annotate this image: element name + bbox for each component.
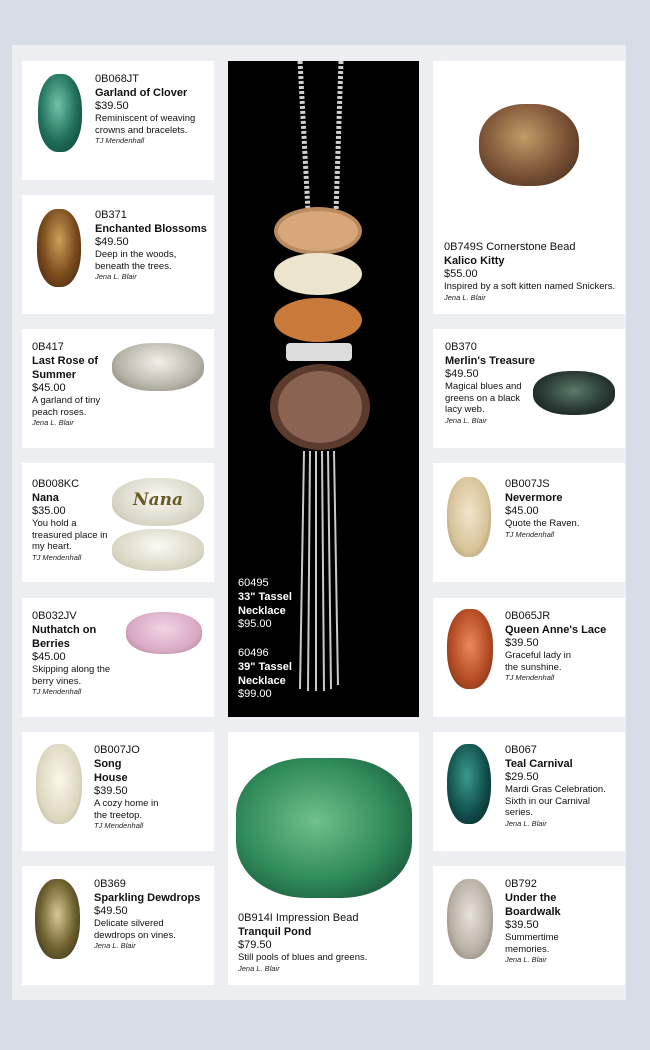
bead-image-nevermore	[447, 477, 491, 557]
product-sku: 0B007JS	[505, 478, 550, 490]
product-price: $29.50	[505, 771, 539, 783]
product-artist: TJ Mendenhall	[32, 687, 82, 696]
product-price: $49.50	[95, 236, 129, 248]
product-name: Enchanted Blossoms	[95, 223, 207, 235]
product-price: $45.00	[32, 651, 66, 663]
bead-image-nana-top	[112, 478, 204, 526]
product-description: Still pools of blues and greens.	[238, 952, 368, 963]
product-price: $39.50	[95, 100, 129, 112]
bead-image-song	[36, 744, 82, 824]
product-artist: Jena L. Blair	[238, 963, 280, 973]
bead-image-dewdrops	[35, 879, 80, 959]
product-card-blossoms[interactable]	[22, 195, 214, 314]
product-name: Queen Anne's Lace	[505, 624, 607, 636]
product-price: $55.00	[444, 268, 478, 280]
product-sku: 60496	[238, 647, 269, 659]
product-name: Garland of Clover	[95, 87, 188, 99]
product-name: Nuthatch on Berries	[32, 624, 97, 650]
product-price: $49.50	[94, 905, 128, 917]
product-artist: TJ Mendenhall	[94, 821, 144, 830]
bead-image-kalico	[479, 104, 579, 186]
product-description: Mardi Gras Celebration. Sixth in our Carnival series.	[505, 784, 606, 818]
product-artist: Jena L. Blair	[95, 272, 137, 281]
product-name: Kalico Kitty	[444, 255, 505, 267]
product-artist: TJ Mendenhall	[32, 552, 82, 562]
product-name: Merlin's Treasure	[445, 355, 536, 367]
product-sku: 0B370	[445, 341, 477, 353]
product-artist: TJ Mendenhall	[95, 136, 145, 145]
product-card-queen[interactable]	[433, 598, 625, 717]
product-card-merlin[interactable]	[433, 329, 625, 448]
product-artist: TJ Mendenhall	[505, 673, 555, 682]
product-description: Quote the Raven.	[505, 518, 580, 529]
product-description: Deep in the woods, beneath the trees.	[95, 249, 177, 272]
product-card-rose[interactable]	[22, 329, 214, 448]
product-price: $39.50	[505, 919, 539, 931]
bead-image-tranquil	[236, 758, 412, 898]
bead-image-rose	[112, 343, 204, 391]
product-price: $45.00	[505, 505, 539, 517]
product-name: Nevermore	[505, 492, 563, 504]
product-name: Song House	[94, 758, 128, 784]
product-sku: 60495	[238, 577, 269, 589]
product-name: Sparkling Dewdrops	[94, 892, 201, 904]
product-sku: 0B749S Cornerstone Bead	[444, 241, 576, 253]
product-name: 39" Tassel Necklace	[238, 661, 292, 687]
product-card-nuthatch[interactable]	[22, 598, 214, 717]
product-sku: 0B067	[505, 744, 537, 756]
product-price: $95.00	[238, 618, 272, 630]
product-artist: Jena L. Blair	[444, 292, 486, 302]
bead-image-teal	[447, 744, 491, 824]
product-card-dewdrops[interactable]	[22, 866, 214, 985]
product-artist: Jena L. Blair	[32, 418, 74, 427]
product-price: $45.00	[32, 382, 66, 394]
product-sku: 0B068JT	[95, 73, 140, 85]
product-artist: TJ Mendenhall	[505, 529, 555, 539]
product-price: $49.50	[445, 368, 479, 380]
product-price: $99.00	[238, 688, 272, 700]
bead-image-boardwalk	[447, 879, 493, 959]
product-description: Graceful lady in the sunshine.	[505, 650, 572, 673]
product-card-teal[interactable]	[433, 732, 625, 851]
bead-lettering: Nana	[133, 490, 183, 510]
product-description: You hold a treasured place in my heart.	[32, 518, 108, 552]
product-sku: 0B914I Impression Bead	[238, 912, 359, 924]
bead-image-blossoms	[37, 209, 81, 287]
product-card-boardwalk[interactable]	[433, 866, 625, 985]
product-description: A cozy home in the treetop.	[94, 798, 159, 821]
product-card-tranquil[interactable]	[228, 732, 419, 985]
product-name: Tranquil Pond	[238, 926, 312, 938]
product-description: Magical blues and greens on a black lacy web.	[445, 381, 522, 415]
product-artist: Jena L. Blair	[505, 955, 547, 964]
product-sku: 0B008KC	[32, 478, 80, 490]
product-sku: 0B065JR	[505, 610, 551, 622]
product-sku: 0B792	[505, 878, 537, 890]
bead-image-garland	[38, 74, 82, 152]
product-sku: 0B417	[32, 341, 64, 353]
product-sku: 0B032JV	[32, 610, 77, 622]
product-card-song[interactable]	[22, 732, 214, 851]
product-sku: 0B371	[95, 209, 127, 221]
product-name: 33" Tassel Necklace	[238, 591, 292, 617]
product-artist: Jena L. Blair	[94, 941, 136, 950]
product-name: Last Rose of Summer	[32, 355, 99, 381]
product-artist: Jena L. Blair	[445, 415, 487, 425]
product-name: Nana	[32, 492, 59, 504]
product-description: Summertime memories.	[505, 932, 559, 955]
product-card-nevermore[interactable]	[433, 463, 625, 582]
product-description: A garland of tiny peach roses.	[32, 395, 101, 418]
product-price: $39.50	[94, 785, 128, 797]
product-description: Delicate silvered dewdrops on vines.	[94, 918, 176, 941]
product-sku: 0B007JO	[94, 744, 140, 756]
product-description: Inspired by a soft kitten named Snickers.	[444, 281, 616, 292]
tassel-necklace-panel[interactable]	[228, 61, 419, 717]
product-name: Under the Boardwalk	[505, 892, 561, 918]
bead-image-merlin	[533, 371, 615, 415]
product-card-kalico[interactable]	[433, 61, 625, 314]
product-price: $39.50	[505, 637, 539, 649]
bead-image-nana-bottom	[112, 529, 204, 571]
product-description: Skipping along the berry vines.	[32, 664, 111, 687]
bead-image-nuthatch	[126, 612, 202, 654]
product-description: Reminiscent of weaving crowns and bracelets.	[95, 113, 196, 136]
product-price: $35.00	[32, 505, 66, 517]
product-card-garland[interactable]	[22, 61, 214, 180]
product-artist: Jena L. Blair	[505, 818, 547, 828]
product-sku: 0B369	[94, 878, 126, 890]
product-card-nana[interactable]	[22, 463, 214, 582]
product-price: $79.50	[238, 939, 272, 951]
bead-image-queen	[447, 609, 493, 689]
product-name: Teal Carnival	[505, 758, 573, 770]
